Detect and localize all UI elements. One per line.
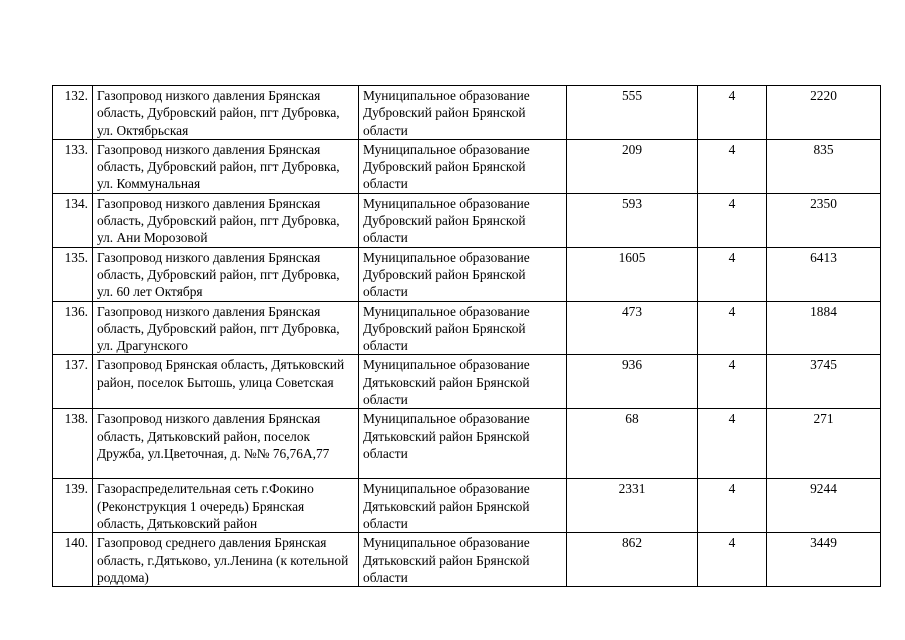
table-row bbox=[53, 355, 881, 409]
count-value: 4 bbox=[698, 193, 767, 247]
length-value: 862 bbox=[567, 533, 698, 587]
count-value: 4 bbox=[698, 247, 767, 301]
length-value: 2331 bbox=[567, 479, 698, 533]
count-value: 4 bbox=[698, 139, 767, 193]
owner: Муниципальное образование Дубровский район Брянской области bbox=[359, 247, 567, 301]
row-number: 134. bbox=[53, 193, 93, 247]
row-number: 138. bbox=[53, 409, 93, 479]
total-value: 9244 bbox=[767, 479, 881, 533]
count-value: 4 bbox=[698, 355, 767, 409]
row-number: 139. bbox=[53, 479, 93, 533]
count-value: 4 bbox=[698, 533, 767, 587]
row-number: 137. bbox=[53, 355, 93, 409]
row-number: 135. bbox=[53, 247, 93, 301]
object-description: Газораспределительная сеть г.Фокино (Реконструкция 1 очередь) Брянская область, Дятьковский район bbox=[93, 479, 359, 533]
row-number: 140. bbox=[53, 533, 93, 587]
table-row bbox=[53, 139, 881, 193]
total-value: 6413 bbox=[767, 247, 881, 301]
length-value: 209 bbox=[567, 139, 698, 193]
object-description: Газопровод Брянская область, Дятьковский район, поселок Бытошь, улица Советская bbox=[93, 355, 359, 409]
owner: Муниципальное образование Дятьковский район Брянской области bbox=[359, 479, 567, 533]
row-number: 132. bbox=[53, 86, 93, 140]
total-value: 3449 bbox=[767, 533, 881, 587]
count-value: 4 bbox=[698, 409, 767, 479]
row-number: 136. bbox=[53, 301, 93, 355]
table-row bbox=[53, 193, 881, 247]
table-row bbox=[53, 479, 881, 533]
owner: Муниципальное образование Дубровский район Брянской области bbox=[359, 139, 567, 193]
total-value: 2350 bbox=[767, 193, 881, 247]
row-number: 133. bbox=[53, 139, 93, 193]
length-value: 68 bbox=[567, 409, 698, 479]
table-row bbox=[53, 409, 881, 479]
length-value: 593 bbox=[567, 193, 698, 247]
total-value: 2220 bbox=[767, 86, 881, 140]
table-row bbox=[53, 86, 881, 140]
owner: Муниципальное образование Дятьковский район Брянской области bbox=[359, 409, 567, 479]
owner: Муниципальное образование Дубровский район Брянской области bbox=[359, 86, 567, 140]
length-value: 473 bbox=[567, 301, 698, 355]
object-description: Газопровод низкого давления Брянская область, Дубровский район, пгт Дубровка, ул. 60 лет Октября bbox=[93, 247, 359, 301]
count-value: 4 bbox=[698, 301, 767, 355]
total-value: 3745 bbox=[767, 355, 881, 409]
table-row bbox=[53, 247, 881, 301]
object-description: Газопровод низкого давления Брянская область, Дубровский район, пгт Дубровка, ул. Коммунальная bbox=[93, 139, 359, 193]
owner: Муниципальное образование Дубровский район Брянской области bbox=[359, 193, 567, 247]
object-description: Газопровод низкого давления Брянская область, Дубровский район, пгт Дубровка, ул. Октябрьская bbox=[93, 86, 359, 140]
total-value: 1884 bbox=[767, 301, 881, 355]
length-value: 1605 bbox=[567, 247, 698, 301]
table-row bbox=[53, 533, 881, 587]
table-row bbox=[53, 301, 881, 355]
length-value: 936 bbox=[567, 355, 698, 409]
object-description: Газопровод среднего давления Брянская область, г.Дятьково, ул.Ленина (к котельной роддома) bbox=[93, 533, 359, 587]
object-description: Газопровод низкого давления Брянская область, Дубровский район, пгт Дубровка, ул. Драгунского bbox=[93, 301, 359, 355]
length-value: 555 bbox=[567, 86, 698, 140]
object-description: Газопровод низкого давления Брянская область, Дубровский район, пгт Дубровка, ул. Ани Морозовой bbox=[93, 193, 359, 247]
count-value: 4 bbox=[698, 479, 767, 533]
owner: Муниципальное образование Дятьковский район Брянской области bbox=[359, 355, 567, 409]
owner: Муниципальное образование Дятьковский район Брянской области bbox=[359, 533, 567, 587]
count-value: 4 bbox=[698, 86, 767, 140]
total-value: 271 bbox=[767, 409, 881, 479]
object-description: Газопровод низкого давления Брянская область, Дятьковский район, поселок Дружба, ул.Цветочная, д. №№ 76,76А,77 bbox=[93, 409, 359, 479]
owner: Муниципальное образование Дубровский район Брянской области bbox=[359, 301, 567, 355]
total-value: 835 bbox=[767, 139, 881, 193]
gas-pipeline-table bbox=[52, 85, 881, 587]
